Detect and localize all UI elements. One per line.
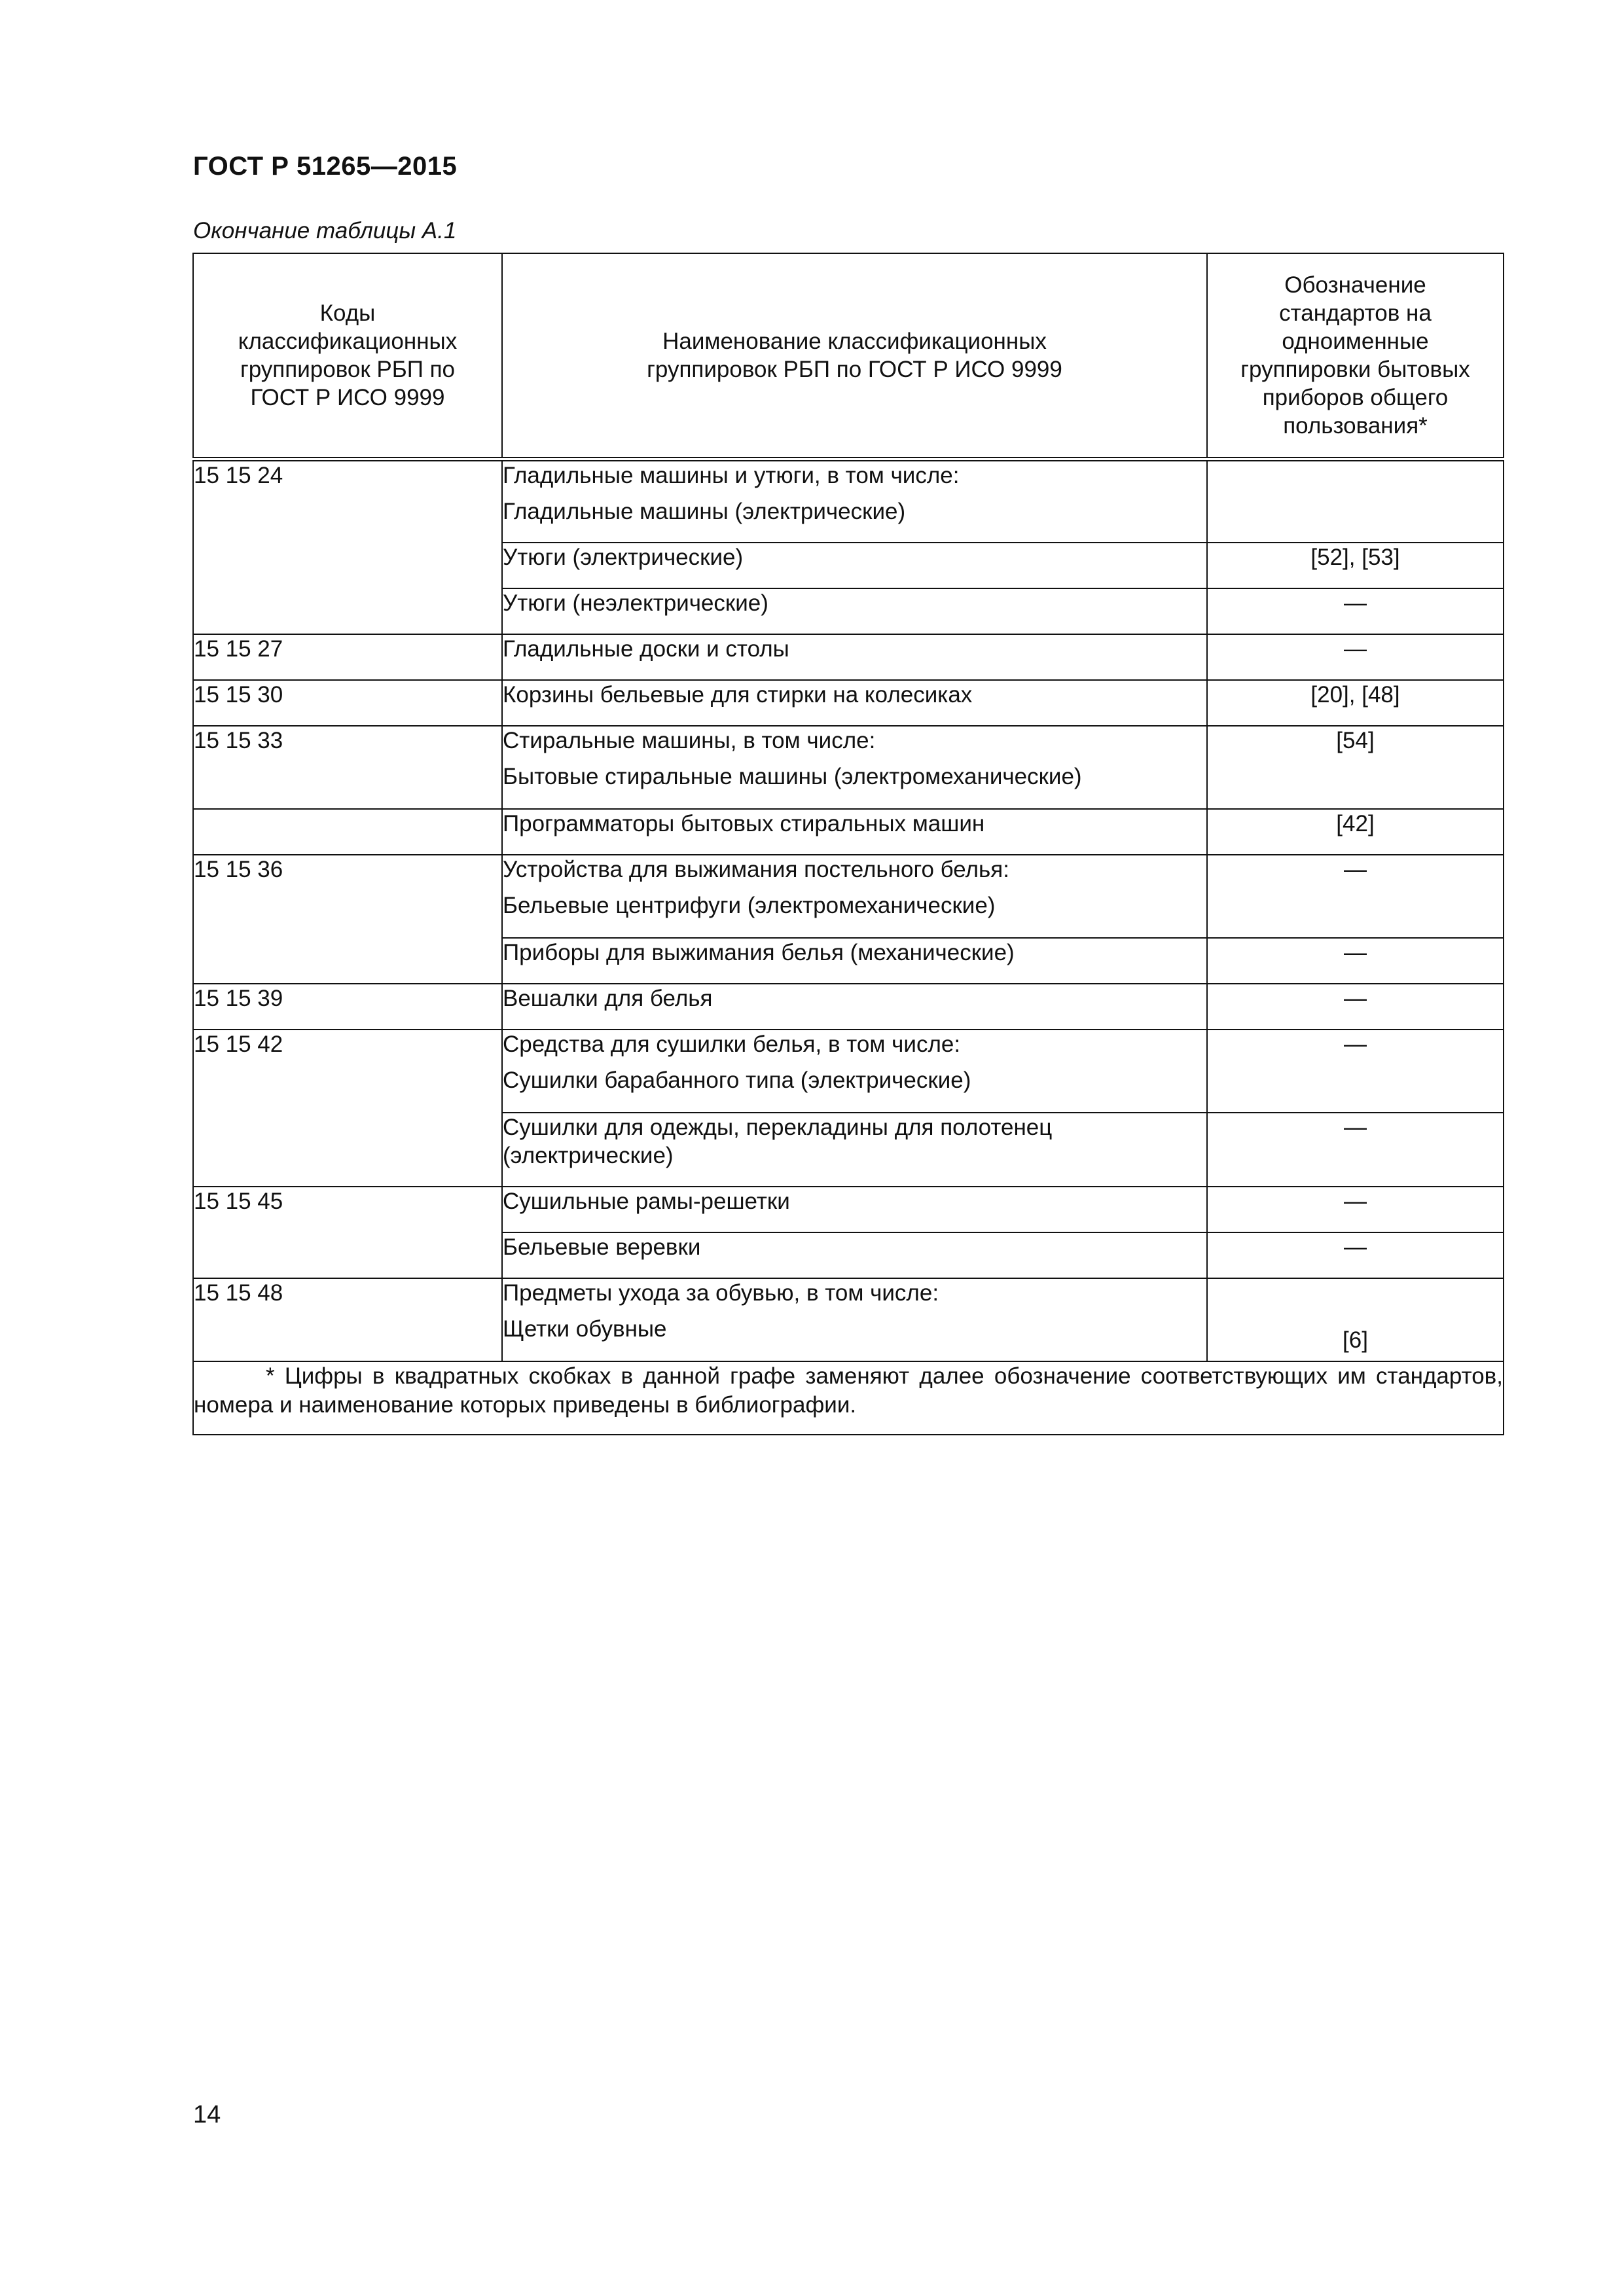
standard-cell: — — [1207, 855, 1504, 938]
table-row — [193, 855, 1504, 938]
name-cell — [502, 726, 1207, 809]
name-line: Средства для сушилки белья, в том числе: — [503, 1031, 961, 1057]
standard-cell: — — [1207, 1030, 1504, 1113]
document-title: ГОСТ Р 51265—2015 — [193, 152, 458, 181]
code-cell: 15 15 30 — [193, 680, 502, 726]
name-line: Предметы ухода за обувью, в том числе: — [503, 1280, 939, 1306]
name-cell: Приборы для выжимания белья (механические) — [502, 938, 1207, 984]
footnote-cell — [193, 1361, 1504, 1435]
name-cell: Сушильные рамы-решетки — [502, 1187, 1207, 1232]
name-cell: Гладильные доски и столы — [502, 634, 1207, 680]
code-cell: 15 15 48 — [193, 1278, 502, 1361]
name-line: Щетки обувные — [503, 1316, 667, 1342]
code-cell — [193, 809, 502, 855]
classification-table — [192, 253, 1504, 1435]
name-line: Сушилки барабанного типа (электрические) — [503, 1067, 971, 1093]
column-header-name: Наименование классификационных группировок РБП по ГОСТ Р ИСО 9999 — [502, 253, 1207, 459]
table-row — [193, 459, 1504, 543]
column-header-standards: Обозначение стандартов на одноименные группировки бытовых приборов общего пользования* — [1207, 253, 1504, 459]
name-cell: Сушилки для одежды, перекладины для полотенец (электрические) — [502, 1113, 1207, 1187]
name-line: Бельевые центрифуги (электромеханические) — [503, 892, 996, 918]
table-row — [193, 1030, 1504, 1113]
page-number: 14 — [193, 2101, 221, 2128]
name-cell — [502, 1030, 1207, 1113]
table-row — [193, 726, 1504, 809]
name-cell: Утюги (электрические) — [502, 543, 1207, 588]
standard-cell: — — [1207, 1113, 1504, 1187]
code-cell: 15 15 39 — [193, 984, 502, 1030]
name-cell — [502, 1278, 1207, 1361]
table-row — [193, 1187, 1504, 1232]
name-line: Гладильные машины (электрические) — [503, 499, 906, 524]
code-cell: 15 15 36 — [193, 855, 502, 984]
name-cell: Бельевые веревки — [502, 1232, 1207, 1278]
name-cell: Утюги (неэлектрические) — [502, 588, 1207, 634]
table-row — [193, 1278, 1504, 1361]
footnote-text: * Цифры в квадратных скобках в данной графе заменяют далее обозначение соответствующих им стандартов, номера и наименование которых приведены в библиографии. — [194, 1363, 1503, 1418]
footnote-row — [193, 1361, 1504, 1435]
table-caption: Окончание таблицы А.1 — [193, 218, 457, 243]
standard-cell: [6] — [1207, 1278, 1504, 1361]
name-cell: Корзины бельевые для стирки на колесиках — [502, 680, 1207, 726]
name-line: Бытовые стиральные машины (электромеханические) — [503, 763, 1082, 789]
table-row — [193, 634, 1504, 680]
standard-cell: [54] — [1207, 726, 1504, 809]
standard-cell: — — [1207, 984, 1504, 1030]
code-cell: 15 15 33 — [193, 726, 502, 809]
standard-cell: — — [1207, 1232, 1504, 1278]
name-cell — [502, 855, 1207, 938]
standard-cell: [42] — [1207, 809, 1504, 855]
standard-cell: [52], [53] — [1207, 543, 1504, 588]
table-row — [193, 680, 1504, 726]
name-line: Устройства для выжимания постельного белья: — [503, 856, 1009, 882]
name-cell: Вешалки для белья — [502, 984, 1207, 1030]
name-cell — [502, 459, 1207, 543]
code-cell: 15 15 27 — [193, 634, 502, 680]
standard-cell: — — [1207, 938, 1504, 984]
table-header-row — [193, 253, 1504, 459]
name-cell: Программаторы бытовых стиральных машин — [502, 809, 1207, 855]
standard-cell — [1207, 459, 1504, 543]
column-header-codes: Коды классификационных группировок РБП по ГОСТ Р ИСО 9999 — [193, 253, 502, 459]
table-row — [193, 984, 1504, 1030]
name-line: Гладильные машины и утюги, в том числе: — [503, 463, 960, 488]
standard-cell: [20], [48] — [1207, 680, 1504, 726]
table-row — [193, 809, 1504, 855]
standard-cell: — — [1207, 588, 1504, 634]
code-cell: 15 15 45 — [193, 1187, 502, 1278]
name-line: Стиральные машины, в том числе: — [503, 727, 876, 753]
standard-cell: — — [1207, 634, 1504, 680]
code-cell: 15 15 24 — [193, 459, 502, 634]
code-cell: 15 15 42 — [193, 1030, 502, 1187]
standard-cell: — — [1207, 1187, 1504, 1232]
